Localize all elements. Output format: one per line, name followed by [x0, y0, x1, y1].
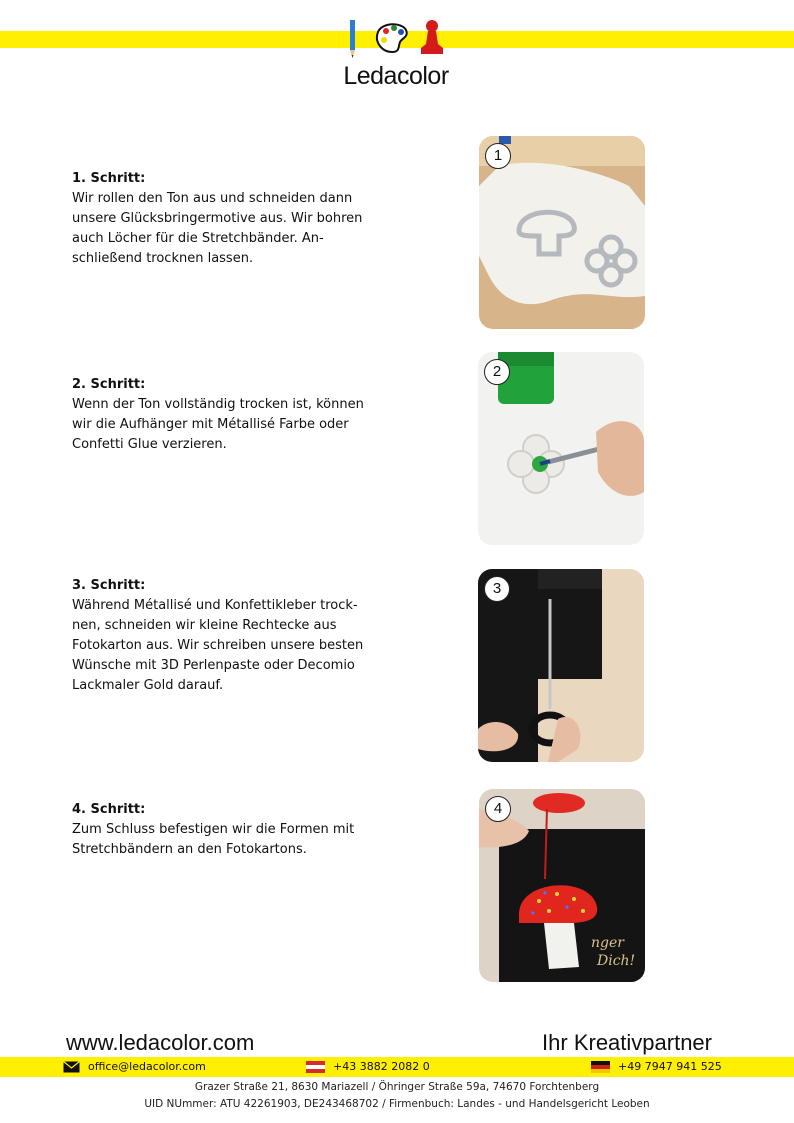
step-title: 4. Schritt: [72, 802, 146, 817]
step-4-photo [479, 789, 645, 982]
brand-name: Ledacolor [343, 62, 449, 90]
legal-line: UID NUmmer: ATU 42261903, DE243468702 / Firmenbuch: Landes - und Handelsgericht Leoben [144, 1098, 650, 1110]
step-text: Wir rollen den Ton aus und schneiden dann unsere Glücksbringermotive aus. Wir bohren auch Löcher für die Stretchbänder. An- schließend trocknen lassen. [72, 191, 363, 266]
step-number-badge: 1 [485, 143, 511, 169]
step-number-badge: 2 [484, 359, 510, 385]
ledacolor-logo [340, 14, 460, 94]
step-2 [72, 375, 372, 455]
slogan: Ihr Kreativpartner [542, 1030, 712, 1055]
step-text: Wenn der Ton vollständig trocken ist, können wir die Aufhänger mit Métallisé Farbe oder Confetti Glue verzieren. [72, 397, 364, 452]
step-3-photo [478, 569, 644, 762]
svg-text:Dich!: Dich! [597, 953, 636, 969]
step-text: Während Métallisé und Konfettikleber trock- nen, schneiden wir kleine Rechtecke aus Fotokarton aus. Wir schreiben unsere besten Wünsche mit 3D Perlenpaste oder Decomio Lackmaler Gold darauf. [72, 598, 364, 693]
step-1 [72, 169, 372, 269]
svg-text:nger: nger [591, 935, 624, 951]
game-piece-icon [421, 20, 443, 54]
step-text: Zum Schluss befestigen wir die Formen mit Stretchbändern an den Fotokartons. [72, 822, 355, 857]
phone-number[interactable]: +49 7947 941 525 [618, 1060, 722, 1073]
step-number-badge: 4 [485, 796, 511, 822]
phone-germany[interactable] [591, 1060, 722, 1073]
website-link[interactable]: www.ledacolor.com [66, 1030, 255, 1055]
austria-flag-icon [306, 1061, 325, 1073]
address-line: Grazer Straße 21, 8630 Mariazell / Öhringer Straße 59a, 74670 Forchtenberg [194, 1081, 600, 1093]
step-1-photo [479, 136, 645, 329]
step-title: 3. Schritt: [72, 578, 146, 593]
email-address[interactable]: office@ledacolor.com [88, 1060, 206, 1073]
step-title: 1. Schritt: [72, 171, 146, 186]
email-contact[interactable] [63, 1060, 206, 1073]
step-title: 2. Schritt: [72, 377, 146, 392]
envelope-icon [63, 1061, 80, 1073]
palette-icon [377, 24, 407, 52]
germany-flag-icon [591, 1061, 610, 1073]
phone-number[interactable]: +43 3882 2082 0 [333, 1060, 430, 1073]
step-number-badge: 3 [484, 576, 510, 602]
phone-austria[interactable] [306, 1060, 430, 1073]
step-4 [72, 800, 372, 860]
step-3 [72, 576, 372, 696]
step-2-photo [478, 352, 644, 545]
pencil-icon [350, 20, 355, 58]
